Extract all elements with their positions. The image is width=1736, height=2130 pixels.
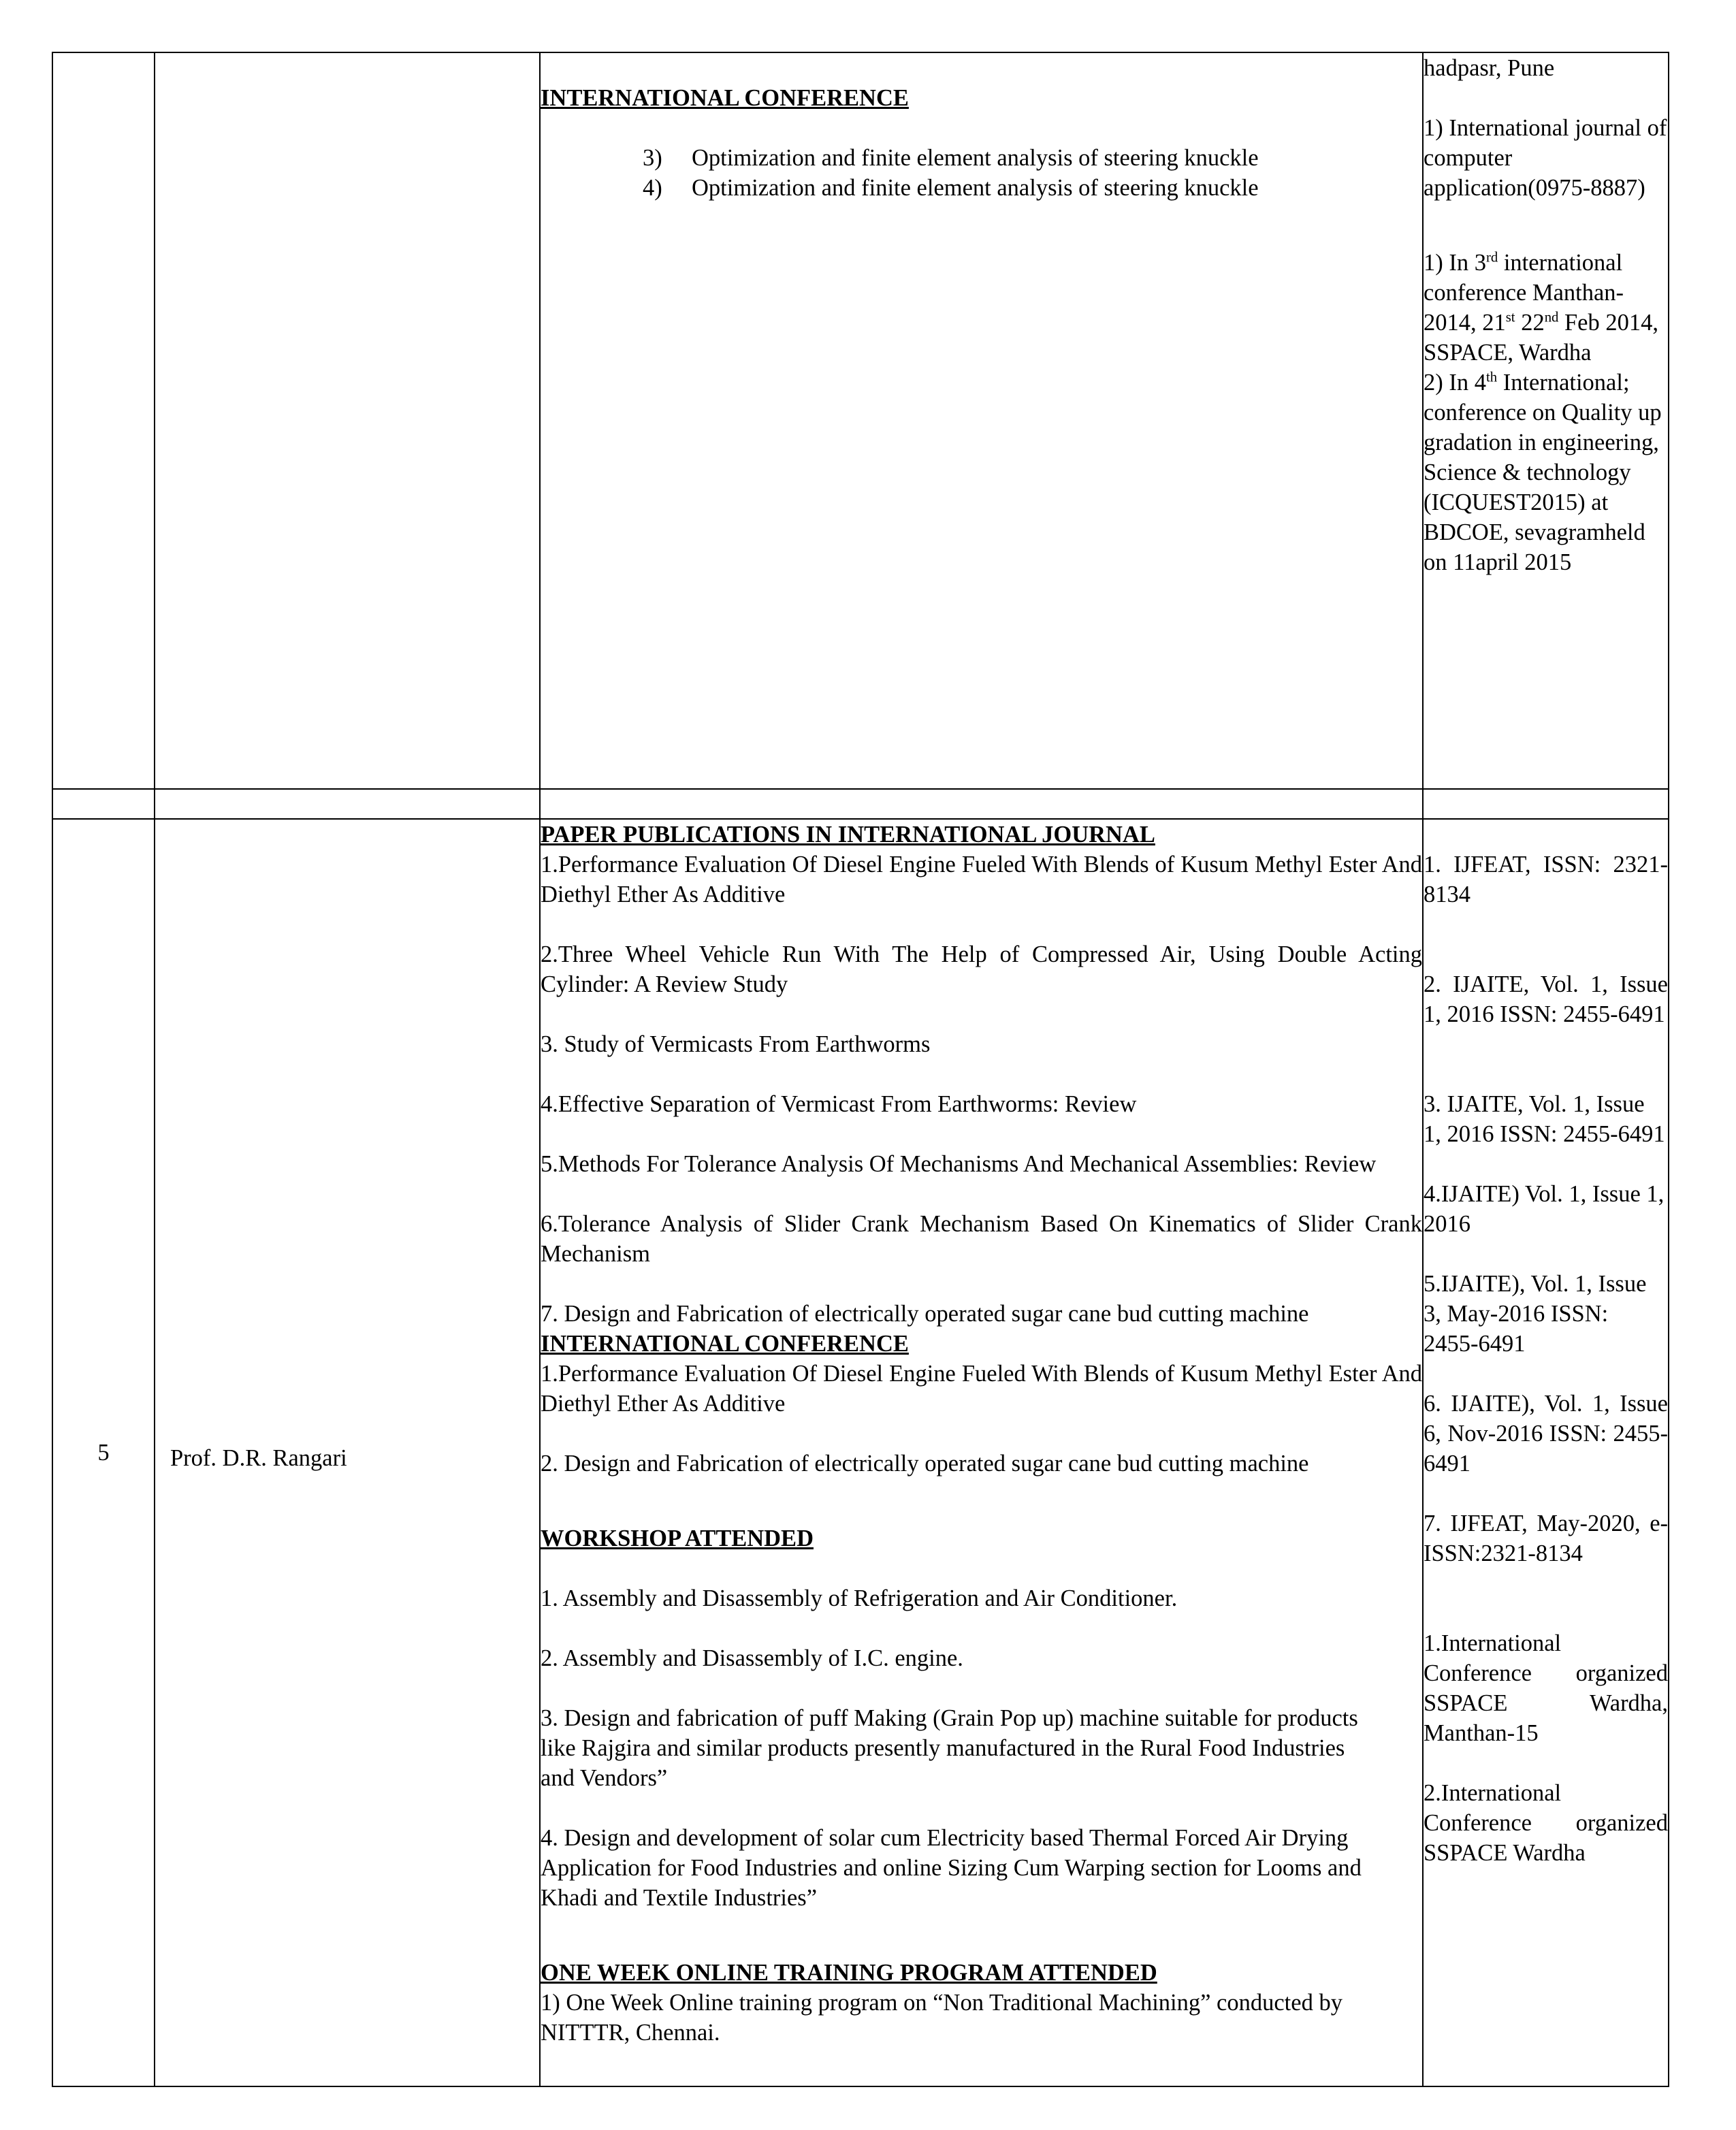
- list-item: 2. Design and Fabrication of electrically operated sugar cane bud cutting machine: [541, 1451, 1309, 1477]
- source-item: 7. IJFEAT, May-2020, e-ISSN:2321-8134: [1424, 1511, 1668, 1566]
- list-item: 3. Design and fabrication of puff Making (Grain Pop up) machine suitable for products like Rajgira and similar products presently manufactured in the Rural Food Industries and Vendors”: [541, 1705, 1358, 1791]
- list-item: 3) Optimization and finite element analysis of steering knuckle: [643, 145, 1259, 171]
- details-cell: [540, 819, 1423, 2086]
- table-row: [52, 789, 1669, 819]
- list-item: 7. Design and Fabrication of electrically operated sugar cane bud cutting machine: [541, 1301, 1309, 1327]
- faculty-table: [52, 52, 1669, 2087]
- list-item: 3. Study of Vermicasts From Earthworms: [541, 1031, 931, 1057]
- source-item: 6. IJAITE), Vol. 1, Issue 6, Nov-2016 ISSN: 2455-6491: [1424, 1391, 1668, 1477]
- details-cell: [540, 52, 1423, 789]
- source-item: 2. IJAITE, Vol. 1, Issue 1, 2016 ISSN: 2455-6491: [1424, 971, 1668, 1027]
- list-item: 2. Assembly and Disassembly of I.C. engine.: [541, 1645, 963, 1671]
- table-row: [52, 52, 1669, 789]
- section-heading: INTERNATIONAL CONFERENCE: [541, 85, 909, 111]
- list-item: 4) Optimization and finite element analysis of steering knuckle: [643, 175, 1259, 201]
- list-item: 1.Performance Evaluation Of Diesel Engine Fueled With Blends of Kusum Methyl Ester And Diethyl Ether As Additive: [541, 1361, 1422, 1417]
- table-row: [52, 819, 1669, 2086]
- serial-number: 5: [97, 1440, 110, 1466]
- sr-cell: [52, 819, 155, 2086]
- source-item: 3. IJAITE, Vol. 1, Issue 1, 2016 ISSN: 2455-6491: [1424, 1091, 1665, 1147]
- conference-text: 1) In 3rd international conference Manthan-2014, 21st 22nd Feb 2014, SSPACE, Wardha: [1424, 250, 1658, 366]
- source-item: 1.International Conference organized SSPACE Wardha, Manthan-15: [1424, 1630, 1668, 1746]
- list-item: 1) One Week Online training program on “Non Traditional Machining” conducted by NITTTR, Chennai.: [541, 1990, 1343, 2046]
- name-cell: [155, 52, 540, 789]
- section-heading: WORKSHOP ATTENDED: [541, 1526, 814, 1551]
- faculty-name: Prof. D.R. Rangari: [170, 1445, 347, 1471]
- list-item: 2.Three Wheel Vehicle Run With The Help of Compressed Air, Using Double Acting Cylinder: A Review Study: [541, 941, 1422, 997]
- section-heading: PAPER PUBLICATIONS IN INTERNATIONAL JOURNAL: [541, 822, 1155, 848]
- list-item: 6.Tolerance Analysis of Slider Crank Mechanism Based On Kinematics of Slider Crank Mechanism: [541, 1211, 1422, 1267]
- name-cell: [155, 819, 540, 2086]
- source-cell: [1423, 819, 1669, 2086]
- section-heading: INTERNATIONAL CONFERENCE: [541, 1331, 909, 1357]
- list-item: 4. Design and development of solar cum Electricity based Thermal Forced Air Drying Application for Food Industries and online Sizing Cum Warping section for Looms and Khadi and Textile Industries”: [541, 1825, 1362, 1911]
- numbered-list: [541, 143, 1422, 203]
- source-item: 2.International Conference organized SSPACE Wardha: [1424, 1780, 1668, 1866]
- conference-text: 2) In 4th International; conference on Quality up gradation in engineering, Science & technology (ICQUEST2015) at BDCOE, sevagramheld on 11april 2015: [1424, 370, 1662, 575]
- list-item: 4.Effective Separation of Vermicast From Earthworms: Review: [541, 1091, 1137, 1117]
- source-item: 5.IJAITE), Vol. 1, Issue 3, May-2016 ISSN: 2455-6491: [1424, 1271, 1647, 1357]
- journal-text: 1) International journal of computer application(0975-8887): [1424, 115, 1667, 201]
- location-text: hadpasr, Pune: [1424, 55, 1555, 81]
- source-item: 1. IJFEAT, ISSN: 2321-8134: [1424, 852, 1668, 907]
- list-item: 5.Methods For Tolerance Analysis Of Mechanisms And Mechanical Assemblies: Review: [541, 1151, 1377, 1177]
- sr-cell: [52, 52, 155, 789]
- source-cell: [1423, 52, 1669, 789]
- list-item: 1.Performance Evaluation Of Diesel Engine Fueled With Blends of Kusum Methyl Ester And Diethyl Ether As Additive: [541, 852, 1422, 907]
- list-item: 1. Assembly and Disassembly of Refrigeration and Air Conditioner.: [541, 1585, 1178, 1611]
- source-item: 4.IJAITE) Vol. 1, Issue 1, 2016: [1424, 1181, 1665, 1237]
- section-heading: ONE WEEK ONLINE TRAINING PROGRAM ATTENDED: [541, 1960, 1157, 1986]
